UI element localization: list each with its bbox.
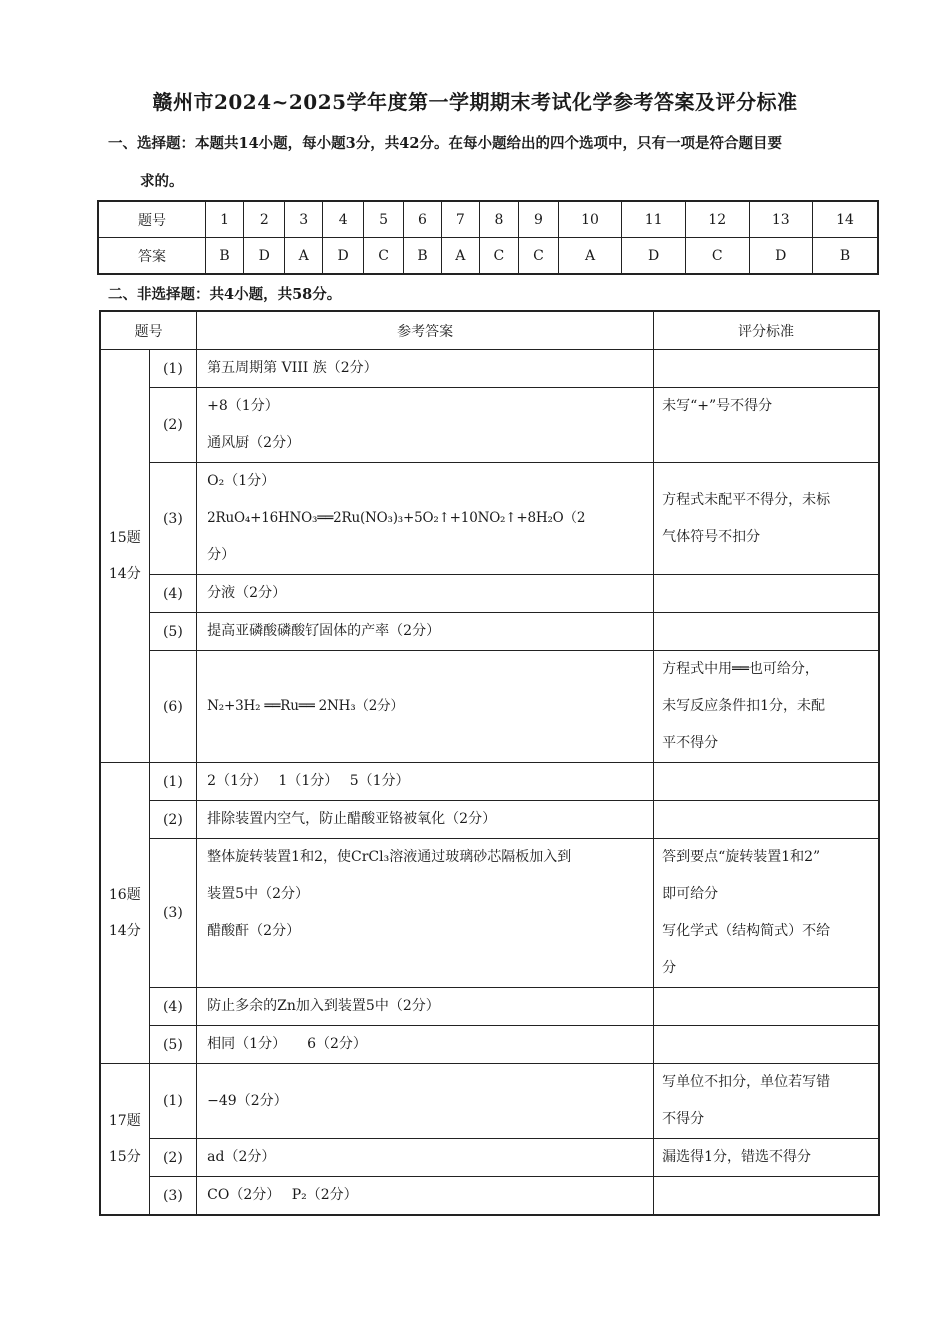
mc-answer: B — [206, 238, 244, 275]
mc-number: 7 — [442, 201, 480, 238]
answer-cell — [197, 575, 654, 613]
answer-cell — [197, 651, 654, 763]
standard-cell — [654, 839, 879, 988]
mc-answer: A — [442, 238, 480, 275]
standard-line: 方程式未配平不得分，未标 — [662, 491, 831, 508]
standard-cell — [654, 763, 879, 801]
standard-line: 未写反应条件扣1分，未配 — [662, 698, 825, 714]
answer-line: 相同（1分） 6（2分） — [207, 1036, 367, 1052]
equation-line: N₂+3H₂ ══Ru══ 2NH₃（2分） — [207, 698, 404, 714]
mc-number: 11 — [622, 201, 686, 238]
table-row — [100, 1026, 879, 1064]
standard-cell — [654, 988, 879, 1026]
header-standard: 评分标准 — [654, 311, 879, 350]
table-row — [100, 350, 879, 388]
mc-answer: D — [244, 238, 285, 275]
sub-question-number: (1) — [149, 763, 197, 801]
question-number: 15题 — [108, 530, 141, 546]
standard-cell — [654, 651, 879, 763]
table-row — [100, 651, 879, 763]
table-row — [100, 1139, 879, 1177]
standard-line: 方程式中用══也可给分， — [662, 661, 819, 677]
header-question: 题号 — [100, 311, 197, 350]
standard-cell — [654, 613, 879, 651]
standard-line: 平不得分 — [662, 735, 719, 751]
table-row — [100, 388, 879, 463]
table-row — [100, 1177, 879, 1216]
answer-line: 整体旋转装置1和2，使CrCl₃溶液通过玻璃砂芯隔板加入到 — [207, 849, 572, 865]
mc-number: 9 — [519, 201, 559, 238]
standard-cell — [654, 1177, 879, 1216]
table-row — [100, 463, 879, 575]
mc-number: 12 — [685, 201, 749, 238]
mc-number: 10 — [558, 201, 622, 238]
answer-cell — [197, 988, 654, 1026]
sub-question-number: (3) — [149, 839, 197, 988]
mc-number-row — [98, 201, 878, 238]
standard-line: 漏选得1分，错选不得分 — [662, 1149, 811, 1165]
question-score: 14分 — [108, 923, 141, 939]
sub-question-number: (1) — [149, 350, 197, 388]
mc-answer: A — [285, 238, 323, 275]
answer-line: 装置5中（2分） — [207, 886, 309, 902]
standard-line: 气体符号不扣分 — [662, 528, 761, 545]
sub-question-number: (4) — [149, 988, 197, 1026]
answer-line: 通风厨（2分） — [207, 435, 301, 451]
table-row — [100, 575, 879, 613]
answer-line: 第五周期第 VIII 族（2分） — [207, 360, 378, 376]
standard-cell — [654, 350, 879, 388]
sub-question-number: (1) — [149, 1064, 197, 1139]
standard-line: 写单位不扣分，单位若写错 — [662, 1074, 831, 1090]
answer-cell — [197, 388, 654, 463]
question-score: 14分 — [108, 566, 141, 582]
sub-question-number: (5) — [149, 1026, 197, 1064]
answer-line: 提高亚磷酸磷酸钌固体的产率（2分） — [207, 623, 441, 639]
mc-answer: D — [622, 238, 686, 275]
mc-number: 13 — [749, 201, 813, 238]
mc-number: 2 — [244, 201, 285, 238]
section1-heading: 一、选择题：本题共14小题，每小题3分，共42分。在每小题给出的四个选项中，只有一项是符合题目要 — [108, 135, 782, 152]
question-score: 15分 — [108, 1149, 141, 1165]
sub-question-number: (3) — [149, 1177, 197, 1216]
table-row — [100, 801, 879, 839]
mc-row-label-answer: 答案 — [98, 238, 206, 275]
answer-line: −49（2分） — [207, 1092, 288, 1109]
table-header-row — [100, 311, 879, 350]
standard-line: 分 — [662, 960, 677, 976]
page-title: 赣州市2024~2025学年度第一学期期末考试化学参考答案及评分标准 — [152, 90, 798, 114]
header-answer: 参考答案 — [197, 311, 654, 350]
standard-cell — [654, 388, 879, 463]
mc-number: 6 — [403, 201, 441, 238]
answer-cell — [197, 1026, 654, 1064]
standard-line: 答到要点“旋转装置1和2” — [662, 849, 821, 865]
standard-line: 即可给分 — [662, 886, 719, 902]
mc-answer: C — [685, 238, 749, 275]
mc-answer: A — [558, 238, 622, 275]
answer-line: 排除装置内空气，防止醋酸亚铬被氧化（2分） — [207, 811, 497, 827]
answer-line: 2（1分） 1（1分） 5（1分） — [207, 773, 410, 789]
mc-answer: B — [813, 238, 878, 275]
mc-answer: D — [323, 238, 364, 275]
mc-answer: D — [749, 238, 813, 275]
section2-heading: 二、非选择题：共4小题，共58分。 — [108, 286, 342, 303]
answer-cell — [197, 801, 654, 839]
answer-cell — [197, 463, 654, 575]
standard-line: 不得分 — [662, 1111, 705, 1127]
mc-number: 3 — [285, 201, 323, 238]
sub-question-number: (2) — [149, 801, 197, 839]
table-row — [100, 839, 879, 988]
answer-line: 防止多余的Zn加入到装置5中（2分） — [207, 998, 440, 1014]
mc-number: 1 — [206, 201, 244, 238]
answer-cell — [197, 1177, 654, 1216]
section1-heading-cont: 求的。 — [140, 173, 184, 190]
mc-answer: B — [403, 238, 441, 275]
answer-line: 醋酸酐（2分） — [207, 923, 301, 939]
mc-number: 5 — [364, 201, 404, 238]
answer-cell — [197, 613, 654, 651]
standard-cell — [654, 575, 879, 613]
mc-number: 8 — [479, 201, 519, 238]
answer-line: 分） — [207, 547, 236, 563]
multiple-choice-answer-table — [97, 200, 879, 275]
sub-question-number: (2) — [149, 1139, 197, 1177]
answer-cell — [197, 1064, 654, 1139]
standard-line: 写化学式（结构简式）不给 — [662, 923, 831, 939]
mc-row-label-number: 题号 — [98, 201, 206, 238]
standard-cell — [654, 1064, 879, 1139]
answer-cell — [197, 763, 654, 801]
answer-cell — [197, 350, 654, 388]
mc-number: 4 — [323, 201, 364, 238]
answer-cell — [197, 839, 654, 988]
mc-answer: C — [519, 238, 559, 275]
question-number: 17题 — [108, 1113, 141, 1129]
sub-question-number: (4) — [149, 575, 197, 613]
answer-line: CO（2分） P₂（2分） — [207, 1187, 358, 1203]
question-15-label — [100, 350, 149, 763]
table-row — [100, 1064, 879, 1139]
standard-cell — [654, 1139, 879, 1177]
answer-line: ad（2分） — [207, 1149, 276, 1165]
question-number: 16题 — [108, 887, 141, 903]
sub-question-number: (3) — [149, 463, 197, 575]
sub-question-number: (5) — [149, 613, 197, 651]
answer-line: 分液（2分） — [207, 585, 287, 601]
sub-question-number: (2) — [149, 388, 197, 463]
answer-cell — [197, 1139, 654, 1177]
answer-line: +8（1分） — [207, 398, 279, 414]
answer-line: O₂（1分） — [207, 473, 276, 489]
table-row — [100, 988, 879, 1026]
table-row — [100, 613, 879, 651]
table-row — [100, 763, 879, 801]
question-16-label — [100, 763, 149, 1064]
non-choice-answer-table — [99, 310, 880, 1216]
standard-line: 未写“+”号不得分 — [662, 398, 773, 414]
mc-number: 14 — [813, 201, 878, 238]
mc-answer: C — [479, 238, 519, 275]
mc-answer-row — [98, 238, 878, 275]
sub-question-number: (6) — [149, 651, 197, 763]
mc-answer: C — [364, 238, 404, 275]
standard-cell — [654, 1026, 879, 1064]
question-17-label — [100, 1064, 149, 1216]
standard-cell — [654, 801, 879, 839]
standard-cell — [654, 463, 879, 575]
equation-line: 2RuO₄+16HNO₃══2Ru(NO₃)₃+5O₂↑+10NO₂↑+8H₂O（2 — [207, 510, 586, 526]
